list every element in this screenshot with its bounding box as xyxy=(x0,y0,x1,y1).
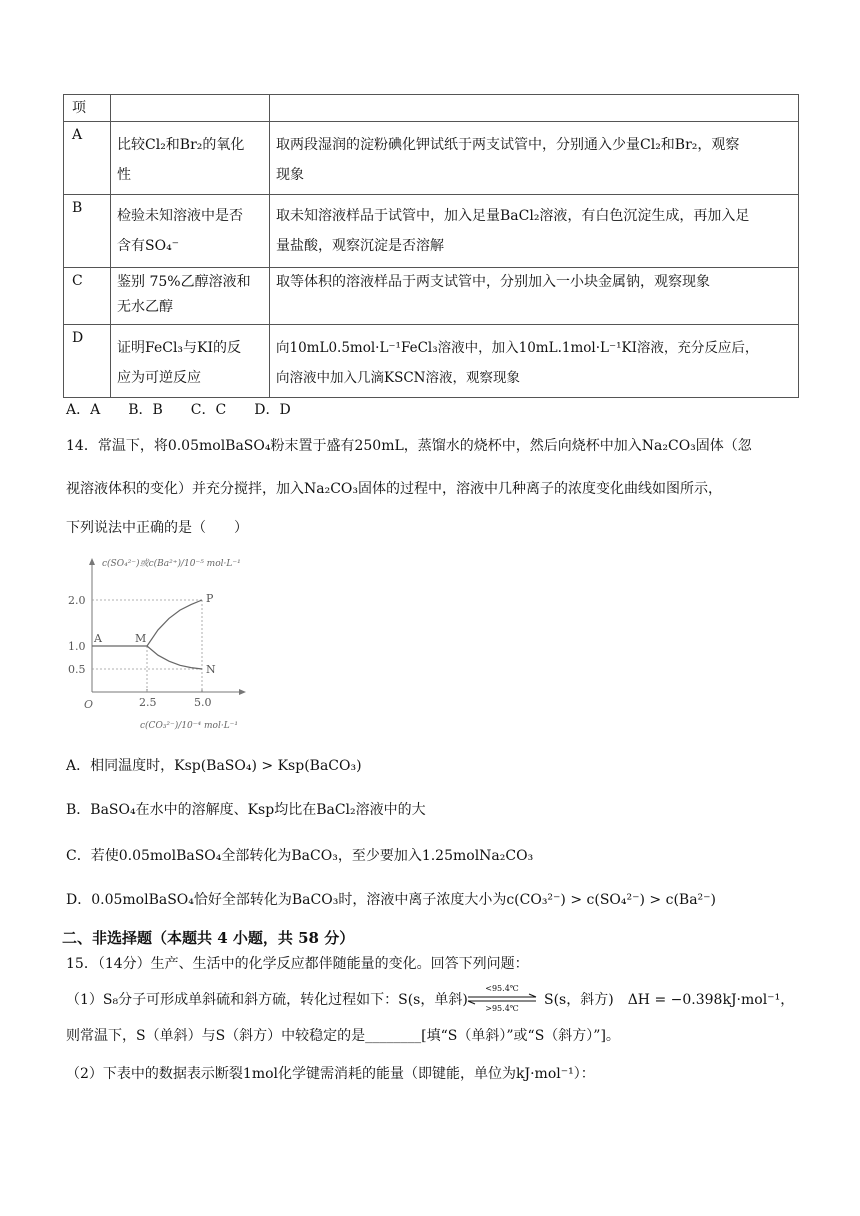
point-label: A xyxy=(94,632,102,645)
q14-stem-line-1: 14．常温下，将0.05molBaSO₄粉末置于盛有250mL，蒸馏水的烧杯中，然后向烧杯中加入Na₂CO₃固体（忽 xyxy=(66,438,752,454)
section-heading: 二、非选择题（本题共 4 小题，共 58 分） xyxy=(62,929,355,947)
row-label: A xyxy=(64,122,111,195)
method-line: 取两段湿润的淀粉碘化钾试纸于两支试管中，分别通入少量Cl₂和Br₂，观察 xyxy=(276,137,740,153)
table-row xyxy=(64,268,799,325)
point-label: N xyxy=(206,663,216,676)
method-line: 取未知溶液样品于试管中，加入足量BaCl₂溶液，有白色沉淀生成，再加入足 xyxy=(276,208,750,224)
q14-option-a: A．相同温度时，Ksp(BaSO₄) > Ksp(BaCO₃) xyxy=(66,758,362,774)
y-axis-arrow xyxy=(89,558,95,565)
q15-part1-a: （1）S₈分子可形成单斜硫和斜方硫，转化过程如下：S(s，单斜) xyxy=(66,992,468,1008)
method-line: 向10mL0.5mol·L⁻¹FeCl₃溶液中，加入10mL.1mol·L⁻¹KI溶液，充分反应后， xyxy=(276,340,759,356)
arrow-condition-top: <95.4℃ xyxy=(485,984,519,993)
x-tick-label: 5.0 xyxy=(194,696,212,709)
q14-option-b: B．BaSO₄在水中的溶解度、Ksp均比在BaCl₂溶液中的大 xyxy=(66,802,426,818)
q15-part2: （2）下表中的数据表示断裂1mol化学键需消耗的能量（即键能，单位为kJ·mol⁻¹）： xyxy=(66,1066,595,1082)
method-line: 向溶液中加入几滴KSCN溶液，观察现象 xyxy=(276,370,520,386)
q13-options: A．A B．B C．C D．D xyxy=(66,402,291,418)
q14-option-c: C．若使0.05molBaSO₄全部转化为BaCO₃，至少要加入1.25molNa₂CO₃ xyxy=(66,848,534,864)
point-label: M xyxy=(135,632,147,645)
purpose-line: 鉴别 75%乙醇溶液和 xyxy=(117,274,251,290)
series-line xyxy=(147,600,202,646)
y-tick-label: 1.0 xyxy=(68,640,86,653)
y-tick-label: 2.0 xyxy=(68,594,86,607)
purpose-line: 证明FeCl₃与KI的反 xyxy=(117,340,242,356)
method-line: 量盐酸，观察沉淀是否溶解 xyxy=(276,238,444,254)
series-line xyxy=(147,646,202,669)
concentration-chart xyxy=(66,548,286,734)
table-row xyxy=(64,195,799,268)
arrow-condition-bottom: >95.4℃ xyxy=(485,1004,519,1013)
purpose-line: 检验未知溶液中是否 xyxy=(117,208,243,224)
point-label: P xyxy=(206,592,214,605)
row-label: B xyxy=(64,195,111,268)
header-cell-method xyxy=(270,95,799,122)
x-axis-arrow xyxy=(239,689,246,695)
header-cell-item: 项 xyxy=(64,95,111,122)
purpose-line: 无水乙醇 xyxy=(117,299,173,315)
x-tick-label: 2.5 xyxy=(139,696,157,709)
purpose-line: 性 xyxy=(117,167,131,183)
q14-stem-line-3: 下列说法中正确的是（ ） xyxy=(66,520,248,536)
row-label: C xyxy=(64,268,111,325)
y-tick-label: 0.5 xyxy=(68,663,86,676)
table-row xyxy=(64,325,799,398)
purpose-line: 比较Cl₂和Br₂的氧化 xyxy=(117,137,245,153)
q14-option-d: D．0.05molBaSO₄恰好全部转化为BaCO₃时，溶液中离子浓度大小为c(CO₃²⁻) > c(SO₄²⁻) > c(Ba²⁻) xyxy=(66,892,717,908)
equilibrium-arrow xyxy=(466,984,538,1014)
origin-label: O xyxy=(84,698,94,711)
purpose-line: 含有SO₄⁻ xyxy=(117,238,180,254)
q15-part1-b: S(s，斜方) ΔH = −0.398kJ·mol⁻¹， xyxy=(544,992,795,1008)
q15-stem: 15．（14分）生产、生活中的化学反应都伴随能量的变化。回答下列问题： xyxy=(66,956,529,972)
header-cell-purpose xyxy=(111,95,270,122)
x-axis-label: c(CO₃²⁻)/10⁻⁴ mol·L⁻¹ xyxy=(140,721,239,731)
q15-part1-c: 则常温下，S（单斜）与S（斜方）中较稳定的是________[填“S（单斜）”或“S（斜方）”]。 xyxy=(66,1028,620,1044)
y-axis-label: c(SO₄²⁻)或c(Ba²⁺)/10⁻⁵ mol·L⁻¹ xyxy=(102,559,241,569)
table-row xyxy=(64,122,799,195)
method-line: 现象 xyxy=(276,167,304,183)
purpose-line: 应为可逆反应 xyxy=(117,370,201,386)
experiment-table xyxy=(63,94,799,398)
row-label: D xyxy=(64,325,111,398)
method-line: 取等体积的溶液样品于两支试管中，分别加入一小块金属钠，观察现象 xyxy=(276,274,710,290)
q14-stem-line-2: 视溶液体积的变化）并充分搅拌，加入Na₂CO₃固体的过程中，溶液中几种离子的浓度变化曲线如图所示， xyxy=(66,481,723,497)
